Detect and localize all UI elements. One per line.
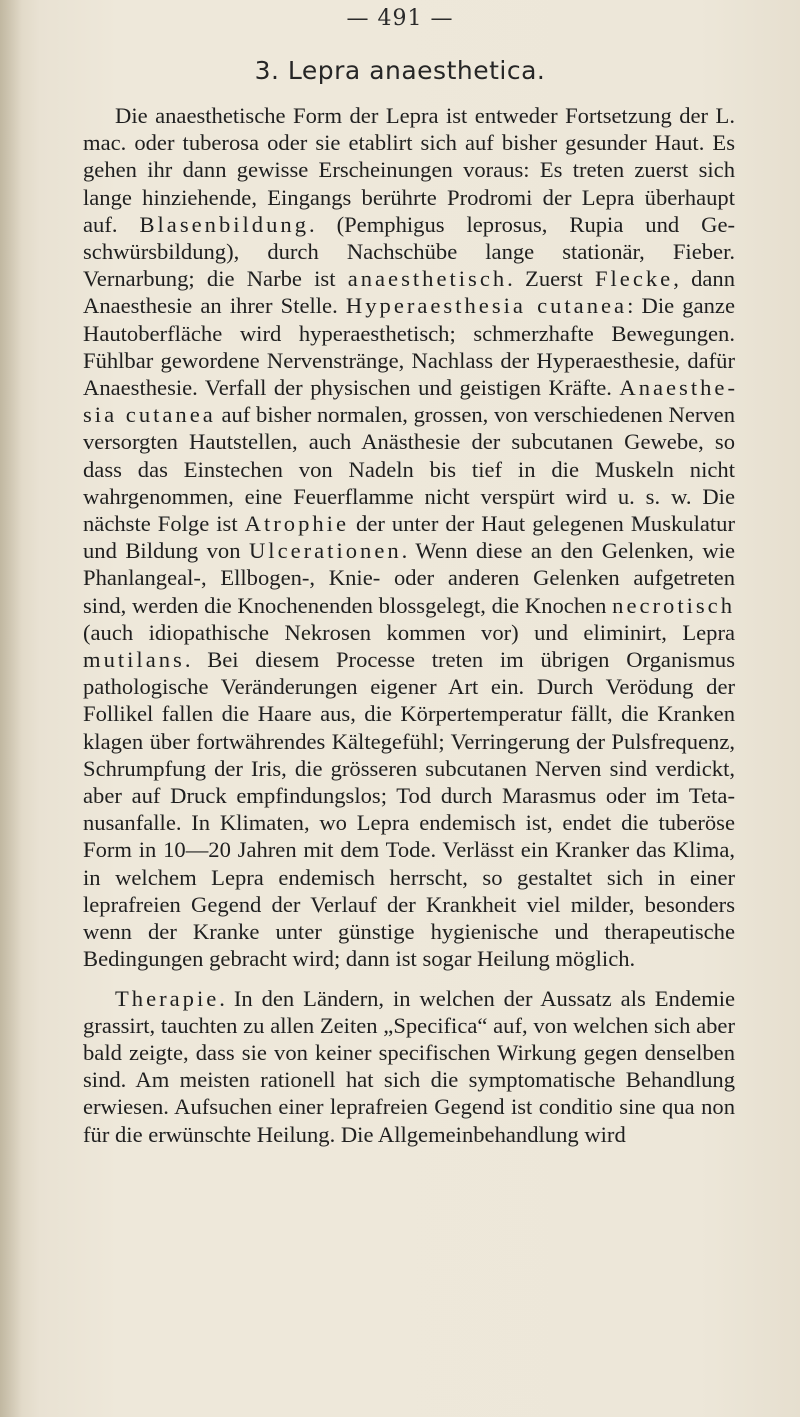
page-fold-shadow [0,0,22,1417]
spaced-term: necrotisch [612,592,735,618]
spaced-term: Flecke [594,266,674,292]
text-run: auf bisher normalen, grossen, von verschiedenen Nerven versorgten Hautstellen, auch Anästhesie der subcutanen Gewebe, so dass das Einstechen von Nadeln bis tief in die Muskeln nicht wahrgenommen, eine Feuerflamme nicht verspürt wird u. s. w. Die nächste Folge ist [83,402,735,537]
spaced-term: mutilans [83,647,185,673]
text-run: , dann Anaesthesie an ihrer Stelle. [83,266,735,319]
page-number: — 491 — [346,6,454,31]
text-run: der unter der Haut gelegenen Muskulatur und Bildung von [83,511,735,564]
text-run: (auch idiopathische Nekrosen kommen vor) und eliminirt, Lepra [83,619,735,645]
spaced-term: Hyperaesthesia cutanea [345,293,628,319]
text-run: . (Pemphigus leprosus, Rupia und Geschwürsbildung), durch Nachschübe lange stationär, Fieber. Vernarbung; die Narbe ist [83,211,736,292]
spaced-term: Atrophie [244,511,349,537]
text-run: Die anaesthetische Form der Lepra ist entweder Fortsetzung der L. mac. oder tuberosa oder sie etablirt sich auf bisher gesunder Haut. Es gehen ihr dann gewisse Erscheinungen voraus: Es treten zuerst sich lange hinziehende, Eingangs berührte Prodromi der Lepra überhaupt auf. [83,103,735,237]
text-run: . Wenn diese an den Gelenken, wie Phanlangeal-, Ellbogen-, Knie- oder anderen Gelenken aufgetreten sind, werden die Knochenenden blossgelegt, die Knochen [83,538,735,618]
spaced-term: Blasenbildung [139,211,309,237]
text-run: . In den Ländern, in welchen der Aussatz als Endemie grassirt, tauchten zu allen Zeiten „Specifica“ auf, von welchen sich aber bald zeigte, dass sie von keiner specifischen Wirkung gegen denselben sind. Am meisten rationell hat sich die symptomatische Behandlung erwiesen. Aufsuchen einer leprafreien Gegend ist conditio sine qua non für die erwünschte Heilung. Die Allgemeinbehandlung wird [83,985,735,1147]
spaced-term: Ulcerationen [248,538,402,564]
body-text [83,102,735,1148]
paragraph-therapie [83,985,735,1148]
section-heading: 3. Lepra anaesthetica. [254,56,546,85]
spaced-term: Anaesthesia cutanea [83,375,735,428]
spaced-term: anaesthetisch [347,266,508,292]
text-run: . Zuerst [507,266,595,292]
text-run: . Bei diesem Processe treten im übrigen Organismus pathologische Veränderungen eigener Art ein. Durch Verödung der Follikel fallen die Haare aus, die Körpertemperatur fällt, die Kranken klagen über fortwährendes Kältegefühl; Verringerung der Pulsfrequenz, Schrumpfung der Iris, die grösseren subcutanen Nerven sind verdickt, aber auf Druck empfindungslos; Tod durch Marasmus oder im Tetanusanfalle. In Klimaten, wo Lepra endemisch ist, endet die tuberöse Form in 10—20 Jahren mit dem Tode. Verlässt ein Kranker das Klima, in welchem Lepra endemisch herrscht, so gestaltet sich in einer leprafreien Gegend der Verlauf der Krankheit viel milder, besonders wenn der Kranke unter günstige hygienische und therapeutische Bedingungen gebracht wird; dann ist sogar Heilung möglich. [83,647,735,972]
spaced-term: Therapie [115,985,220,1011]
text-run: : Die ganze Hautoberfläche wird hyperaesthetisch; schmerzhafte Bewegungen. Fühlbar gewordene Nervenstränge, Nachlass der Hyperaesthesie, dafür Anaesthesie. Verfall der physischen und geistigen Kräfte. [83,293,735,401]
paragraph-lepra-anaesthetica [83,102,735,973]
